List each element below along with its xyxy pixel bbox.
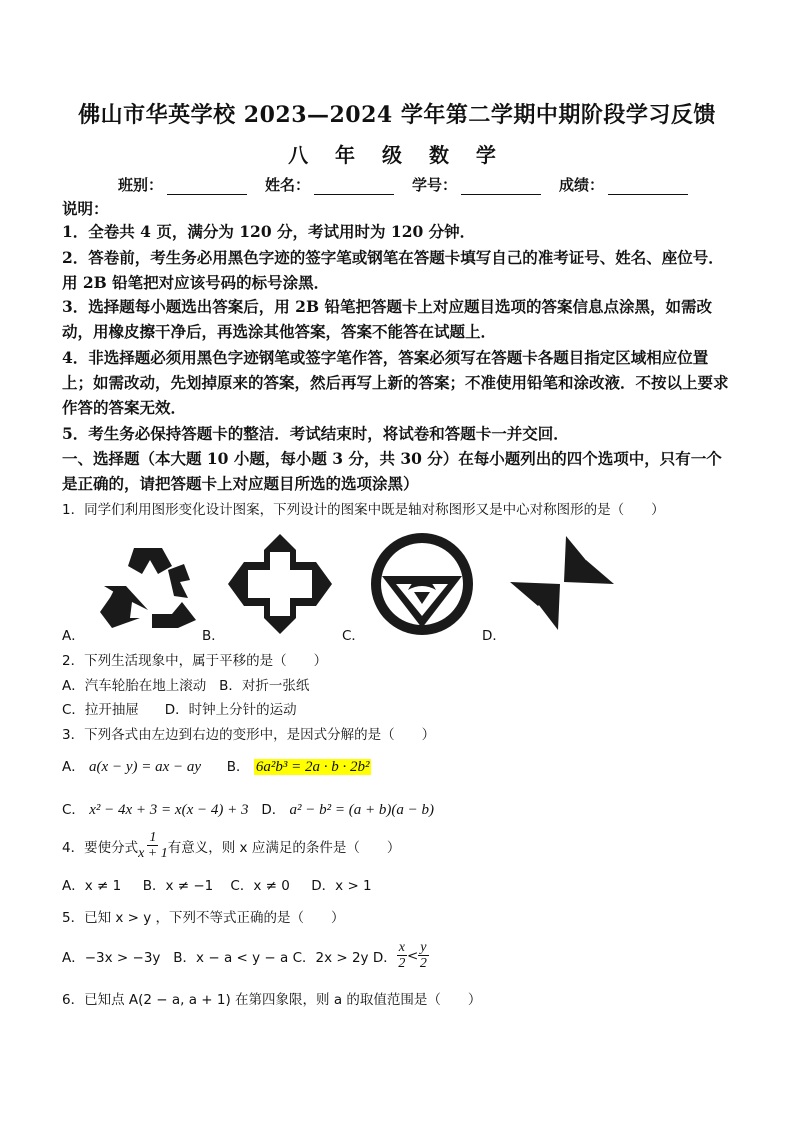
q3-options-row-2 bbox=[62, 798, 434, 819]
q5-option-d-label[interactable]: D． bbox=[372, 949, 397, 966]
q4-option-d[interactable]: D．x > 1 bbox=[311, 878, 372, 894]
q3-option-b-expr[interactable]: 6a²b³ = 2a · b · 2b² bbox=[255, 759, 370, 775]
circle-emblem-icon bbox=[368, 530, 476, 638]
q5-option-d-frac-left[interactable] bbox=[397, 940, 407, 971]
q5-d-left-num: x bbox=[398, 940, 405, 955]
page-title: 佛山市华英学校 2023—2024 学年第二学期中期阶段学习反馈 bbox=[78, 102, 716, 128]
instructions-heading: 说明： bbox=[62, 199, 109, 218]
q3-option-b-label[interactable]: B． bbox=[226, 759, 250, 775]
q5-option-b[interactable]: B．x − a < y − a bbox=[173, 949, 289, 966]
pinwheel-icon bbox=[508, 534, 616, 632]
question-5-stem: 5．已知 x > y ，下列不等式正确的是（ ） bbox=[62, 910, 345, 926]
score-field[interactable] bbox=[559, 174, 688, 195]
score-field-blank[interactable] bbox=[608, 180, 688, 195]
page-subtitle: 八 年 级 数 学 bbox=[288, 143, 506, 167]
question-4-stem bbox=[62, 830, 400, 861]
score-field-label: 成绩： bbox=[559, 176, 605, 194]
q5-option-d-op: < bbox=[406, 947, 419, 964]
question-3-stem: 3．下列各式由左边到右边的变形中，是因式分解的是（ ） bbox=[62, 727, 436, 743]
q5-d-left-den: 2 bbox=[398, 956, 406, 971]
class-field-blank[interactable] bbox=[167, 180, 247, 195]
instruction-item-1: 1．全卷共 4 页，满分为 120 分，考试用时为 120 分钟． bbox=[62, 222, 476, 241]
q3-option-a-label[interactable]: A． bbox=[62, 759, 85, 775]
class-field-label: 班别： bbox=[118, 176, 164, 194]
q3-option-a-expr[interactable]: a(x − y) = ax − ay bbox=[89, 759, 202, 775]
q5-option-a[interactable]: A．−3x > −3y bbox=[62, 949, 161, 966]
student-id-field-blank[interactable] bbox=[461, 180, 541, 195]
cross-icon bbox=[226, 532, 334, 636]
question-1-stem: 1．同学们利用图形变化设计图案，下列设计的图案中既是轴对称图形又是中心对称图形的是（ ） bbox=[62, 502, 665, 518]
q1-option-b-label[interactable]: B． bbox=[202, 628, 225, 644]
q4-fraction-denominator: x + 1 bbox=[138, 846, 168, 861]
q2-option-d[interactable]: D．时钟上分针的运动 bbox=[164, 702, 297, 718]
student-info-fields bbox=[118, 174, 706, 195]
q4-stem-post: 有意义，则 x 应满足的条件是（ ） bbox=[167, 839, 401, 856]
q4-option-b[interactable]: B．x ≠ −1 bbox=[142, 878, 214, 894]
q4-fraction-numerator: 1 bbox=[149, 830, 157, 845]
student-id-field[interactable] bbox=[412, 174, 541, 195]
q3-option-d-expr[interactable]: a² − b² = (a + b)(a − b) bbox=[289, 802, 435, 818]
student-id-field-label: 学号： bbox=[412, 176, 458, 194]
instruction-item-5: 5．考生务必保持答题卡的整洁．考试结束时，将试卷和答题卡一并交回． bbox=[62, 424, 569, 443]
q2-options-row-2 bbox=[62, 698, 297, 718]
q3-option-d-label[interactable]: D． bbox=[261, 802, 286, 818]
q2-option-c[interactable]: C．拉开抽屉 bbox=[62, 702, 139, 718]
recycle-icon bbox=[92, 540, 202, 632]
q3-option-c-label[interactable]: C． bbox=[62, 802, 85, 818]
q5-options-row bbox=[62, 940, 429, 971]
q4-option-a[interactable]: A．x ≠ 1 bbox=[62, 878, 122, 894]
q2-options-row-1 bbox=[62, 674, 309, 694]
q5-option-d-frac-right[interactable] bbox=[418, 940, 428, 971]
q2-option-b[interactable]: B．对折一张纸 bbox=[219, 678, 310, 694]
q2-option-a[interactable]: A．汽车轮胎在地上滚动 bbox=[62, 678, 207, 694]
question-6-stem: 6．已知点 A(2 − a, a + 1) 在第四象限，则 a 的取值范围是（ ） bbox=[62, 992, 482, 1008]
q4-options-row bbox=[62, 874, 372, 894]
q1-option-a-label[interactable]: A． bbox=[62, 628, 85, 644]
instruction-item-2: 2．答卷前，考生务必用黑色字迹的签字笔或钢笔在答题卡填写自己的准考证号、姓名、座位号．用 2B 铅笔把对应该号码的标号涂黑． bbox=[62, 248, 724, 292]
name-field[interactable] bbox=[265, 174, 394, 195]
q4-option-c[interactable]: C．x ≠ 0 bbox=[230, 878, 290, 894]
instruction-item-4: 4．非选择题必须用黑色字迹钢笔或签字笔作答，答案必须写在答题卡各题目指定区域相应位置上；如需改动，先划掉原来的答案，然后再写上新的答案；不准使用铅笔和涂改液．不按以上要求作答的答案无效． bbox=[62, 348, 729, 417]
q5-option-c[interactable]: C．2x > 2y bbox=[292, 949, 369, 966]
q3-options-row-1 bbox=[62, 755, 371, 776]
name-field-label: 姓名： bbox=[265, 176, 311, 194]
q4-stem-pre: 4．要使分式 bbox=[62, 839, 139, 856]
q1-option-c-label[interactable]: C． bbox=[342, 628, 365, 644]
instruction-item-3: 3．选择题每小题选出答案后，用 2B 铅笔把答题卡上对应题目选项的答案信息点涂黑，如需改动，用橡皮擦干净后，再选涂其他答案，答案不能答在试题上． bbox=[62, 297, 712, 341]
class-field[interactable] bbox=[118, 174, 247, 195]
q4-fraction bbox=[138, 830, 168, 861]
q1-option-d-label[interactable]: D． bbox=[482, 628, 506, 644]
section-heading-multiple-choice: 一、选择题（本大题 10 小题，每小题 3 分，共 30 分）在每小题列出的四个选项中，只有一个是正确的，请把答题卡上对应题目所选的选项涂黑） bbox=[62, 449, 722, 493]
q5-d-right-den: 2 bbox=[419, 956, 427, 971]
q3-option-c-expr[interactable]: x² − 4x + 3 = x(x − 4) + 3 bbox=[89, 802, 249, 818]
question-2-stem: 2．下列生活现象中，属于平移的是（ ） bbox=[62, 653, 328, 669]
q5-d-right-num: y bbox=[420, 940, 427, 955]
name-field-blank[interactable] bbox=[314, 180, 394, 195]
